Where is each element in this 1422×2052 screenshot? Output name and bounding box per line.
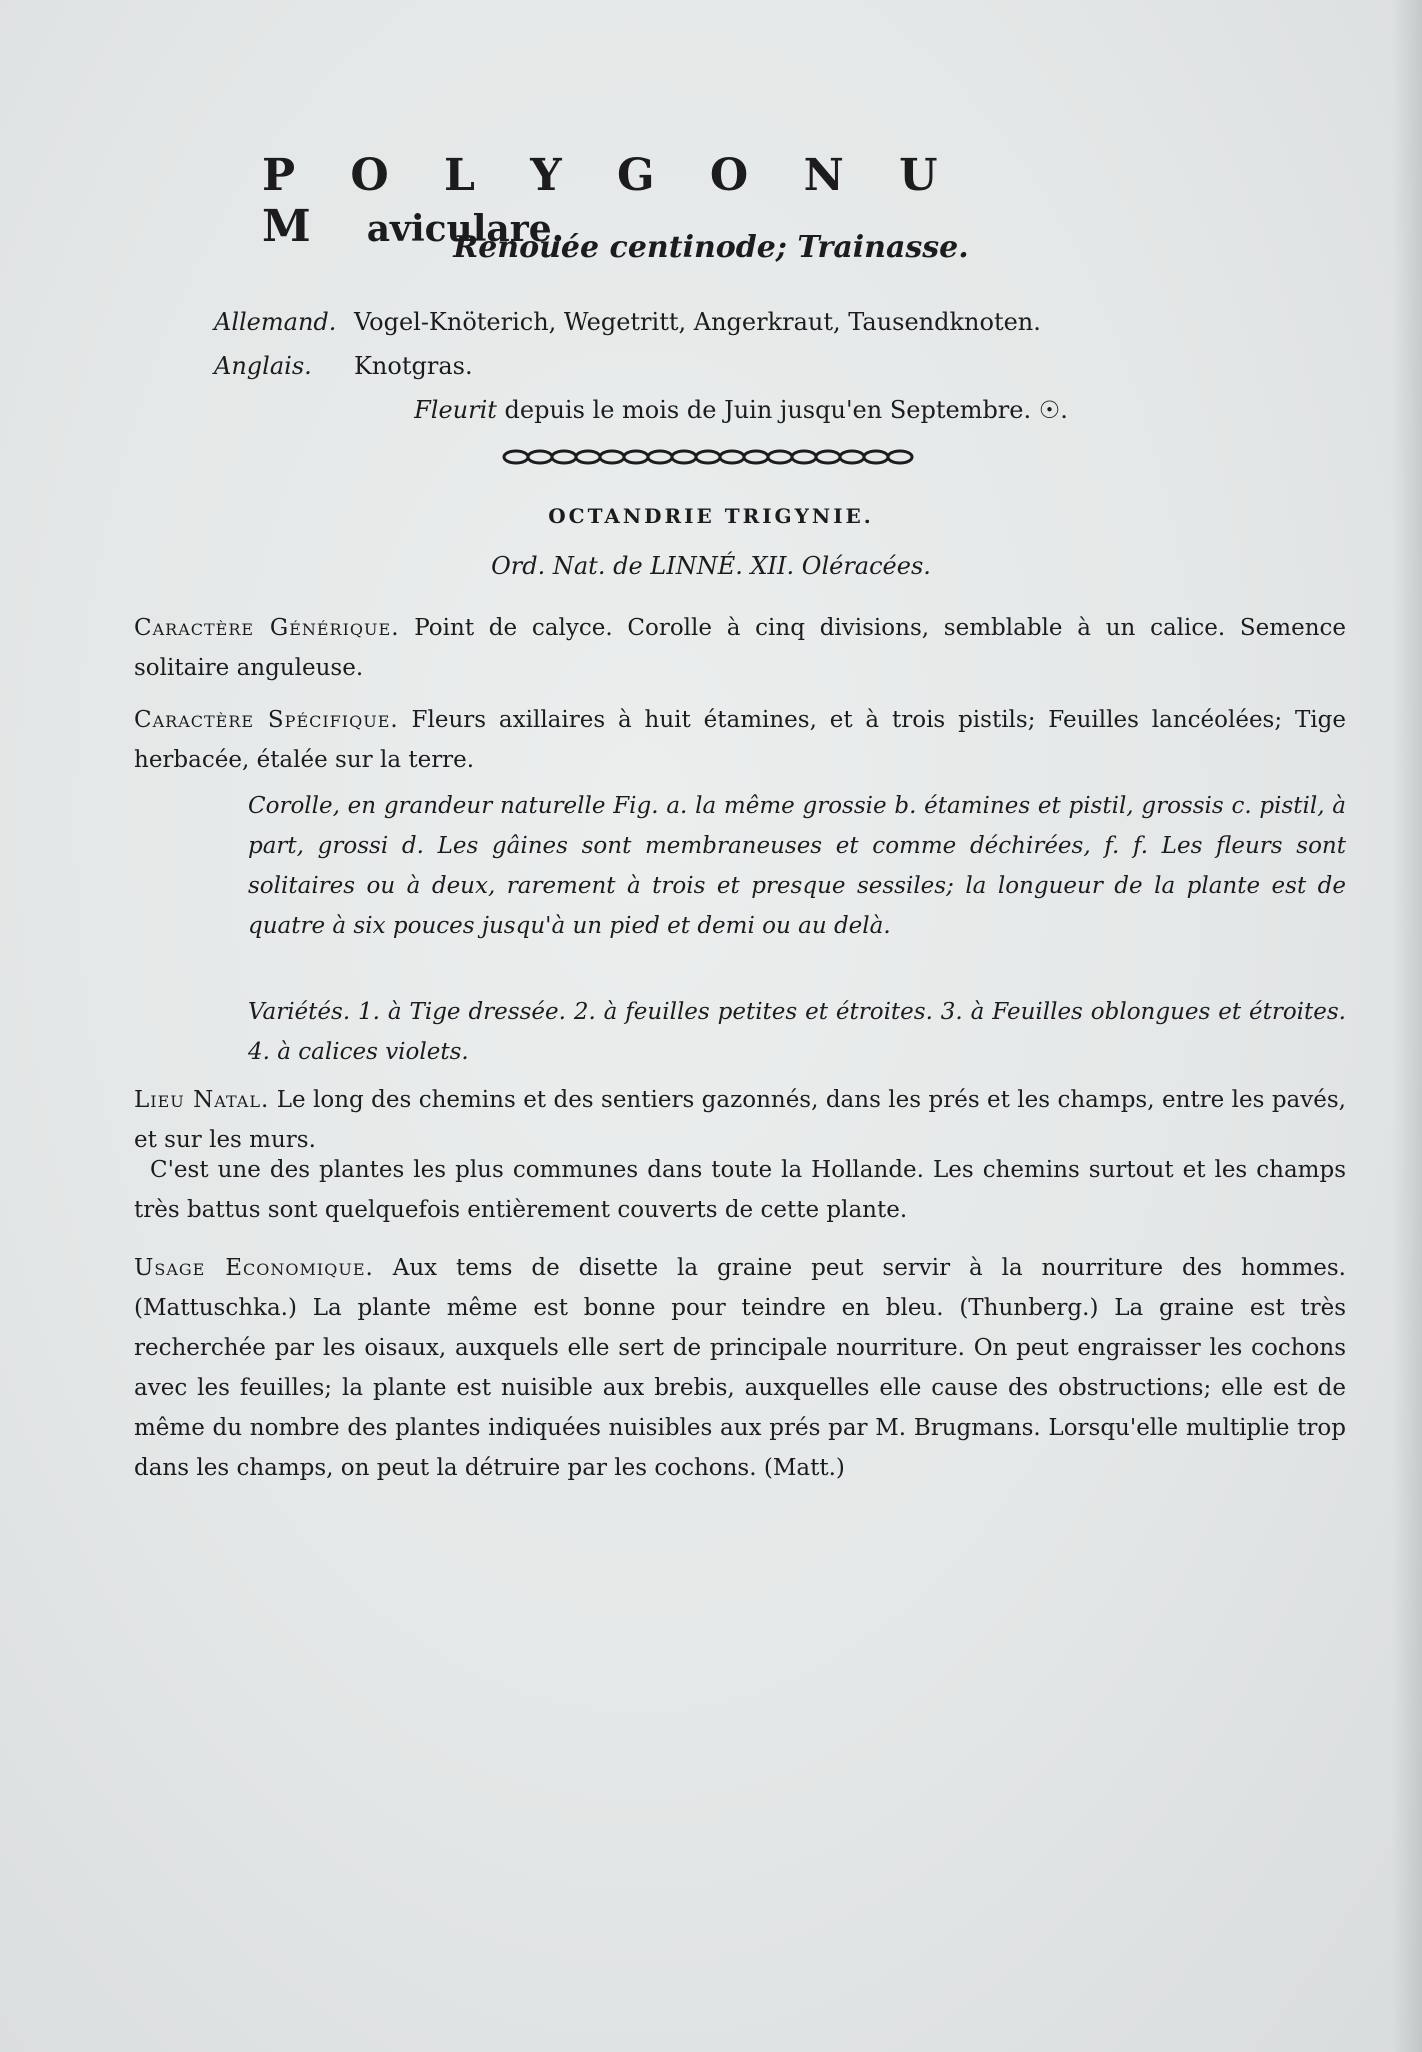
language-label: Anglais.: [214, 352, 312, 380]
usage-economique: [134, 1248, 1346, 1488]
generic-label: Caractère Générique.: [134, 615, 400, 641]
specific-text: Fleurs axillaires à huit étamines, et à trois pistils; Feuilles lancéolées; Tige herbacée, étalée sur la terre.: [134, 707, 1346, 773]
genus-name: P O L Y G O N U M: [262, 150, 958, 252]
natural-order: Ord. Nat. de LINNÉ. XII. Oléracées.: [491, 552, 931, 580]
vernacular-row: [214, 344, 1041, 388]
lieu-natal: [134, 1080, 1346, 1160]
language-label: Allemand.: [214, 308, 337, 336]
lieu-text: Le long des chemins et des sentiers gazonnés, dans les prés et les champs, entre les pavés, et sur les murs.: [134, 1087, 1346, 1153]
specific-label: Caractère Spécifique.: [134, 707, 399, 733]
specific-character: [134, 700, 1346, 780]
flowering-text: depuis le mois de Juin jusqu'en Septembre. ☉.: [504, 396, 1068, 424]
vernacular-names: [214, 300, 1041, 388]
corolle-description: Corolle, en grandeur naturelle Fig. a. la même grossie b. étamines et pistil, grossis c. pistil, à part, grossi d. Les gâines sont membraneuses et comme déchirées, f. f. Les fleurs sont solitaires ou à deux, rarement à trois et presque sessiles; la longueur de la plante est de quatre à six pouces jusqu'à un pied et demi ou au delà.: [248, 793, 1346, 939]
generic-character: [134, 608, 1346, 688]
usage-label: Usage Economique.: [134, 1255, 374, 1281]
usage-text: Aux tems de disette la graine peut servir à la nourriture des hommes. (Mattuschka.) La plante même est bonne pour teindre en bleu. (Thunberg.) La graine est très recherchée par les oisaux, auxquels elle sert de principale nourriture. On peut engraisser les cochons avec les feuilles; la plante est nuisible aux brebis, auxquelles elle cause des obstructions; elle est de même du nombre des plantes indiquées nuisibles aux prés par M. Brugmans. Lorsqu'elle multiplie trop dans les champs, on peut la détruire par les cochons. (Matt.): [134, 1255, 1346, 1481]
generic-text: Point de calyce. Corolle à cinq divisions, semblable à un calice. Semence solitaire anguleuse.: [134, 615, 1347, 681]
varietes: Variétés. 1. à Tige dressée. 2. à feuilles petites et étroites. 3. à Feuilles oblongues et étroites. 4. à calices violets.: [248, 999, 1346, 1065]
species-name: aviculare.: [366, 208, 565, 250]
flowering-lead: Fleurit: [414, 396, 497, 424]
commonness-paragraph: C'est une des plantes les plus communes dans toute la Hollande. Les chemins surtout et les champs très battus sont quelquefois entièrement couverts de cette plante.: [134, 1157, 1346, 1223]
vernacular-value: Knotgras.: [354, 352, 473, 380]
vernacular-value: Vogel-Knöterich, Wegetritt, Angerkraut, Tausendknoten.: [354, 308, 1041, 336]
section-title: OCTANDRIE TRIGYNIE.: [548, 504, 874, 528]
common-name: Renouée centinode; Trainasse.: [453, 230, 969, 265]
ornament-divider: [0, 444, 1422, 474]
page-edge-shadow: [1392, 0, 1422, 2052]
chain-ornament-icon: [501, 444, 921, 470]
flowering-line: [0, 396, 1422, 424]
vernacular-row: [214, 300, 1041, 344]
lieu-label: Lieu Natal.: [134, 1087, 270, 1113]
